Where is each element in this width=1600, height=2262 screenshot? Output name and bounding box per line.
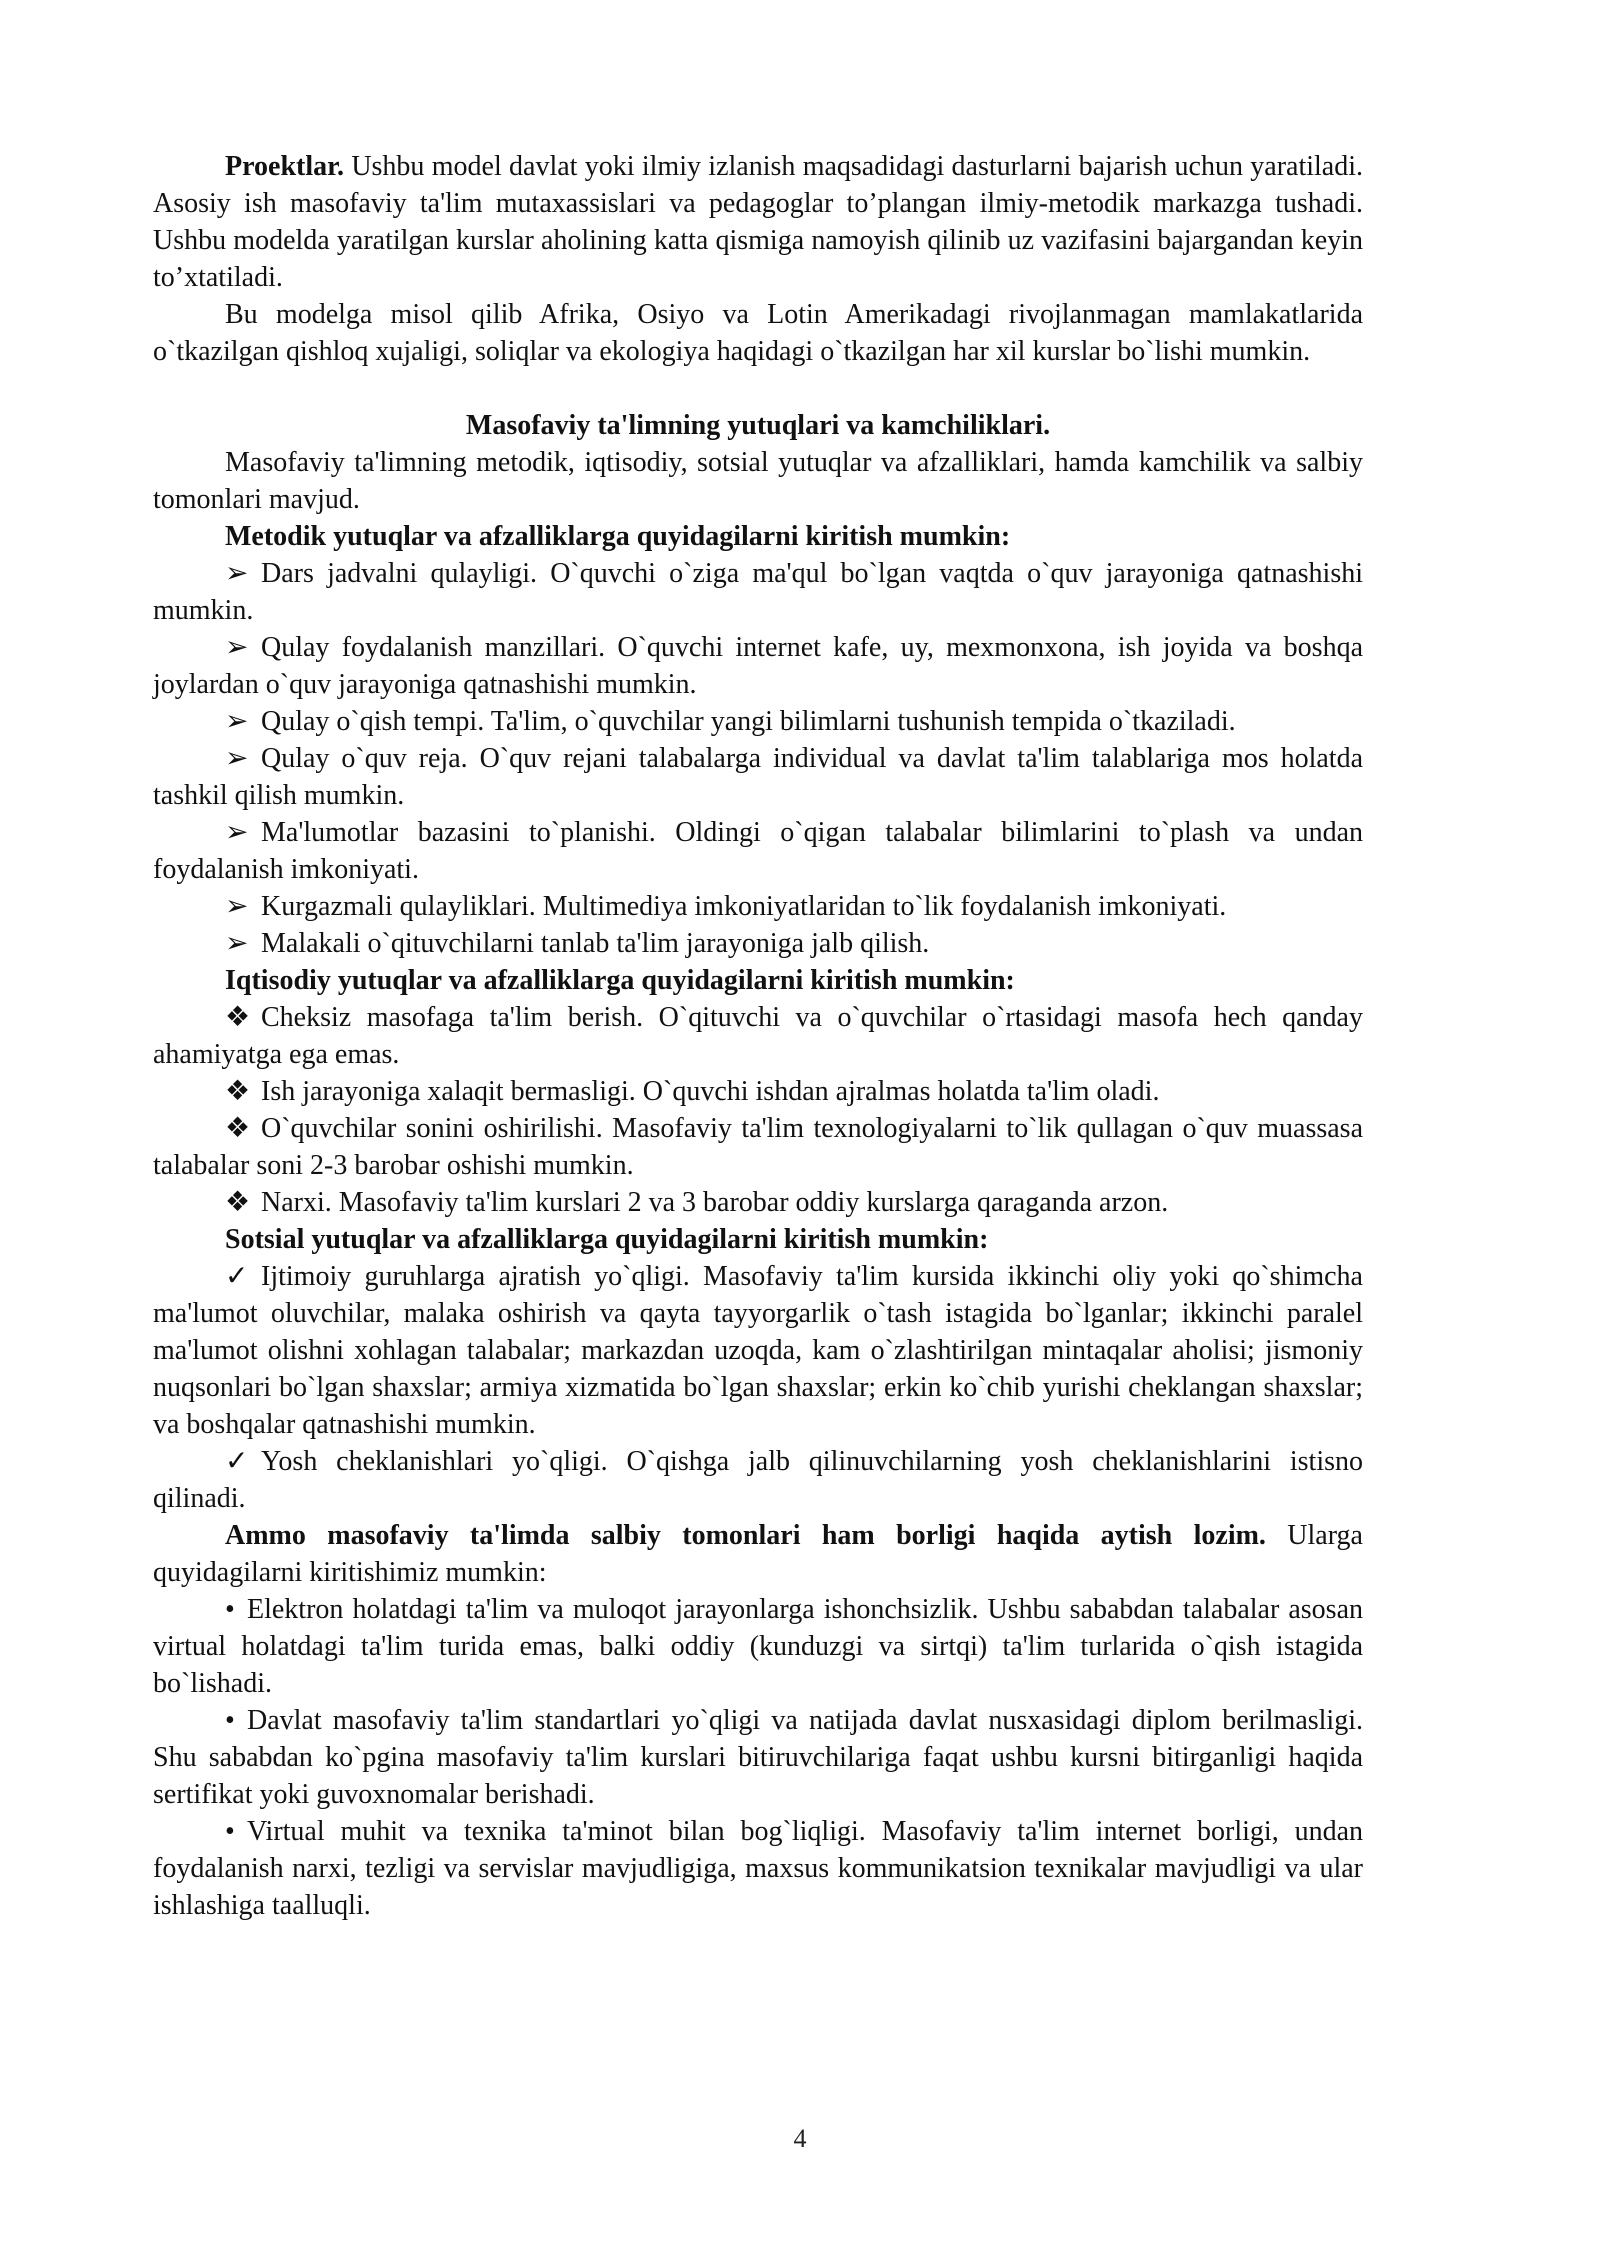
list-item: ❖ Cheksiz masofaga ta'lim berish. O`qituvchi va o`quvchilar o`rtasidagi masofa hech qanday ahamiyatga ega emas. — [153, 999, 1363, 1073]
methodic-list — [153, 555, 1363, 962]
list-item: ✓ Ijtimoiy guruhlarga ajratish yo`qligi. Masofaviy ta'lim kursida ikkinchi oliy yoki qo`shimcha ma'lumot oluvchilar, malaka oshirish va qayta tayyorgarlik o`tash istagida bo`lganlar; ikkinchi paralel ma'lumot olishni xohlagan talabalar; markazdan uzoqda, kam o`zlashtirilgan mintaqalar aholisi; jismoniy nuqsonlari bo`lgan shaxslar; armiya xizmatida bo`lgan shaxslar; erkin ko`chib yurishi cheklangan shaxslar; va boshqalar qatnashishi mumkin. — [153, 1258, 1363, 1443]
economic-list — [153, 999, 1363, 1221]
list-item: ➢ Dars jadvalni qulayligi. O`quvchi o`ziga ma'qul bo`lgan vaqtda o`quv jarayoniga qatnashishi mumkin. — [153, 555, 1363, 629]
paragraph-projects-text: Ushbu model davlat yoki ilmiy izlanish maqsadidagi dasturlarni bajarish uchun yaratiladi. Asosiy ish masofaviy ta'lim mutaxassislari va pedagoglar to’plangan ilmiy-metodik markazga tushadi. Ushbu modelda yaratilgan kurslar aholining katta qismiga namoyish qilinib uz vazifasini bajargandan keyin to’xtatiladi. — [153, 151, 1363, 293]
list-item: • Elektron holatdagi ta'lim va muloqot jarayonlarga ishonchsizlik. Ushbu sababdan talabalar asosan virtual holatdagi ta'lim turida emas, balki oddiy (kunduzgi va sirtqi) ta'lim turlarida o`qish istagida bo`lishadi. — [153, 1591, 1363, 1702]
list-item: ➢ Ma'lumotlar bazasini to`planishi. Oldingi o`qigan talabalar bilimlarini to`plash va undan foydalanish imkoniyati. — [153, 814, 1363, 888]
methodic-heading: Metodik yutuqlar va afzalliklarga quyidagilarni kiritish mumkin: — [225, 521, 1011, 552]
diamond-bullet-icon: ❖ — [225, 1002, 251, 1033]
dot-bullet-icon: • — [225, 1816, 235, 1847]
list-item: ➢ Kurgazmali qulayliklari. Multimediya imkoniyatlaridan to`lik foydalanish imkoniyati. — [153, 888, 1363, 925]
paragraph-example: Bu modelga misol qilib Afrika, Osiyo va Lotin Amerikadagi rivojlanmagan mamlakatlarida o`tkazilgan qishloq xujaligi, soliqlar va ekologiya haqidagi o`tkazilgan har xil kurslar bo`lishi mumkin. — [153, 299, 1363, 367]
diamond-bullet-icon: ❖ — [225, 1187, 251, 1218]
drawbacks-lead: Ammo masofaviy ta'limda salbiy tomonlari ham borligi haqida aytish lozim. — [225, 1520, 1266, 1551]
list-item: ✓ Yosh cheklanishlari yo`qligi. O`qishga jalb qilinuvchilarning yosh cheklanishlarini istisno qilinadi. — [153, 1443, 1363, 1517]
economic-heading: Iqtisodiy yutuqlar va afzalliklarga quyidagilarni kiritish mumkin: — [225, 965, 1015, 996]
term-projects: Proektlar. — [225, 151, 344, 182]
dot-bullet-icon: • — [225, 1594, 235, 1625]
arrow-bullet-icon: ➢ — [225, 891, 249, 922]
list-item: • Virtual muhit va texnika ta'minot bilan bog`liqligi. Masofaviy ta'lim internet borligi, undan foydalanish narxi, tezligi va servislar mavjudligiga, maxsus kommunikatsion texnikalar mavjudligi va ular ishlashiga taalluqli. — [153, 1813, 1363, 1924]
drawbacks-list — [153, 1591, 1363, 1924]
page-number: 4 — [793, 2124, 807, 2153]
checkmark-bullet-icon: ✓ — [225, 1446, 249, 1477]
paragraph-projects — [153, 148, 1363, 296]
drawbacks-intro-text: Ularga quyidagilarni kiritishimiz mumkin: — [153, 1520, 1363, 1588]
checkmark-bullet-icon: ✓ — [225, 1261, 249, 1292]
list-item: ➢ Qulay o`quv reja. O`quv rejani talabalarga individual va davlat ta'lim talablariga mos holatda tashkil qilish mumkin. — [153, 740, 1363, 814]
spacer — [153, 370, 1363, 407]
social-list — [153, 1258, 1363, 1517]
section-title: Masofaviy ta'limning yutuqlari va kamchiliklari. — [465, 410, 1051, 441]
arrow-bullet-icon: ➢ — [225, 558, 249, 589]
arrow-bullet-icon: ➢ — [225, 632, 249, 663]
drawbacks-intro — [153, 1517, 1363, 1591]
social-heading: Sotsial yutuqlar va afzalliklarga quyidagilarni kiritish mumkin: — [225, 1224, 989, 1255]
list-item: ➢ Malakali o`qituvchilarni tanlab ta'lim jarayoniga jalb qilish. — [153, 925, 1363, 962]
document-page — [153, 148, 1363, 1924]
arrow-bullet-icon: ➢ — [225, 706, 249, 737]
arrow-bullet-icon: ➢ — [225, 743, 249, 774]
list-item: • Davlat masofaviy ta'lim standartlari yo`qligi va natijada davlat nusxasidagi diplom berilmasligi. Shu sababdan ko`pgina masofaviy ta'lim kurslari bitiruvchilariga faqat ushbu kursni bitirganligi haqida sertifikat yoki guvoxnomalar berishadi. — [153, 1702, 1363, 1813]
diamond-bullet-icon: ❖ — [225, 1076, 251, 1107]
list-item: ➢ Qulay o`qish tempi. Ta'lim, o`quvchilar yangi bilimlarni tushunish tempida o`tkaziladi. — [153, 703, 1363, 740]
list-item: ❖ Ish jarayoniga xalaqit bermasligi. O`quvchi ishdan ajralmas holatda ta'lim oladi. — [153, 1073, 1363, 1110]
list-item: ❖ O`quvchilar sonini oshirilishi. Masofaviy ta'lim texnologiyalarni to`lik qullagan o`quv muassasa talabalar soni 2-3 barobar oshishi mumkin. — [153, 1110, 1363, 1184]
list-item: ❖ Narxi. Masofaviy ta'lim kurslari 2 va 3 barobar oddiy kurslarga qaraganda arzon. — [153, 1184, 1363, 1221]
arrow-bullet-icon: ➢ — [225, 928, 249, 959]
diamond-bullet-icon: ❖ — [225, 1113, 251, 1144]
dot-bullet-icon: • — [225, 1705, 235, 1736]
arrow-bullet-icon: ➢ — [225, 817, 249, 848]
section-intro: Masofaviy ta'limning metodik, iqtisodiy, sotsial yutuqlar va afzalliklari, hamda kamchilik va salbiy tomonlari mavjud. — [153, 447, 1363, 515]
list-item: ➢ Qulay foydalanish manzillari. O`quvchi internet kafe, uy, mexmonxona, ish joyida va boshqa joylardan o`quv jarayoniga qatnashishi mumkin. — [153, 629, 1363, 703]
